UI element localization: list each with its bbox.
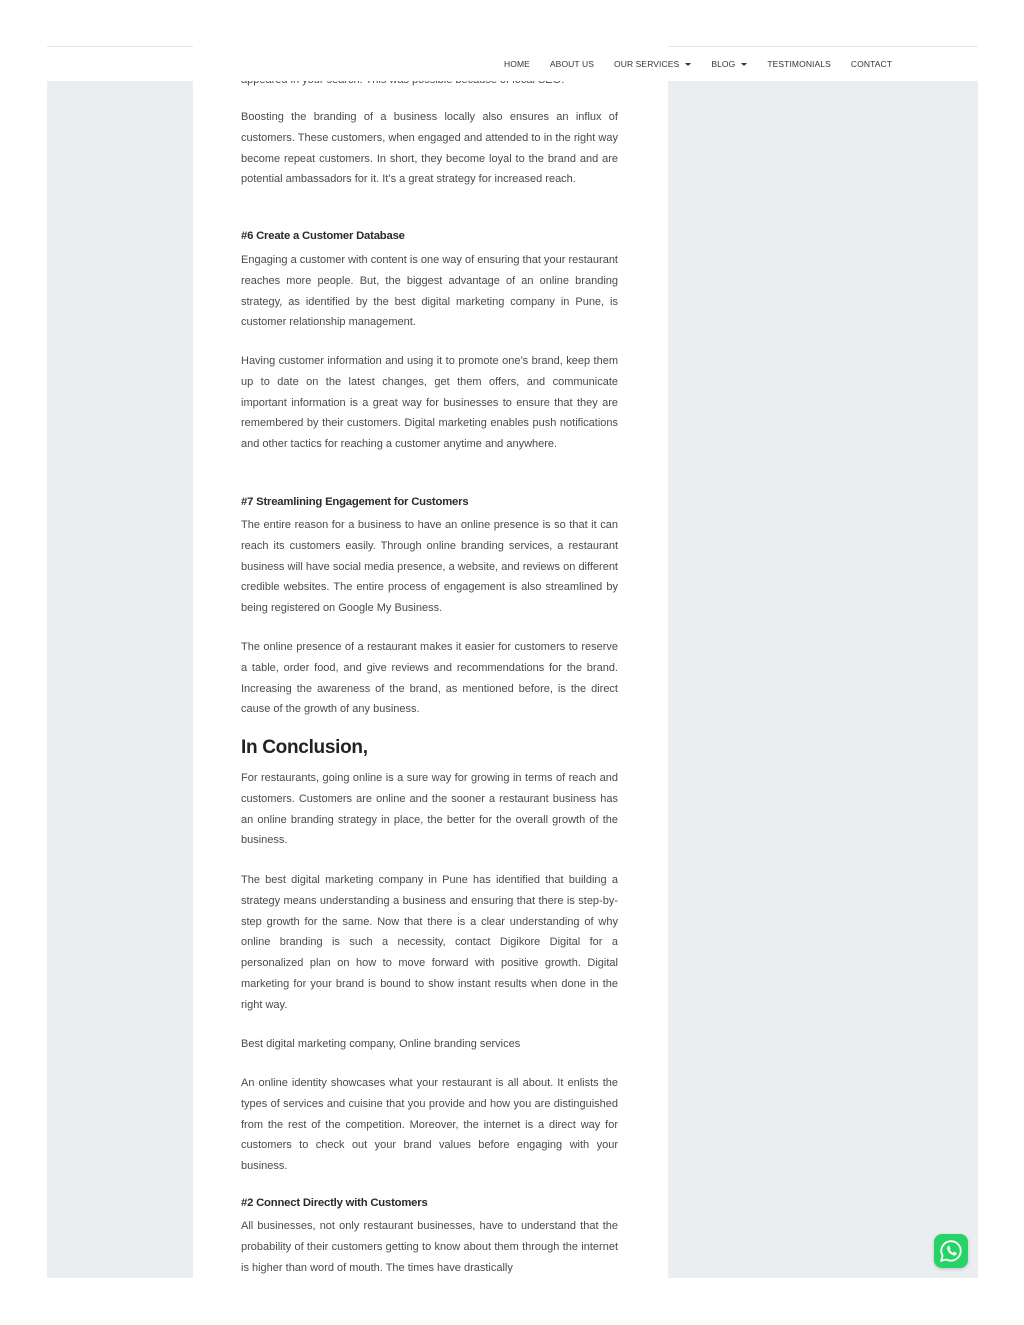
tag-links[interactable]: Best digital marketing company, Online branding services <box>241 1038 521 1050</box>
heading-connect-customers: #2 Connect Directly with Customers <box>241 1197 428 1209</box>
top-navbar <box>47 47 978 81</box>
paragraph-engagement-2: The online presence of a restaurant makes it easier for customers to reserve a table, order food, and give reviews and recommendations for the brand. Increasing the awareness of the brand, as mentioned before, is the direct cause of the growth of any business. <box>241 641 618 716</box>
whatsapp-button[interactable] <box>934 1234 968 1268</box>
nav-blog[interactable]: BLOG <box>711 59 747 69</box>
nav-testimonials[interactable]: TESTIMONIALS <box>767 59 831 69</box>
paragraph-engagement-1: The entire reason for a business to have an online presence is so that it can reach its customers easily. Through online branding services, a restaurant business will have social media presence, a website, and reviews on different credible websites. The entire process of engagement is also streamlined by being registered on Google My Business. <box>241 519 618 615</box>
heading-conclusion: In Conclusion, <box>241 737 368 758</box>
paragraph-database-2: Having customer information and using it to promote one’s brand, keep them up to date on the latest changes, get them offers, and communicate important information is a great way for businesses to ensure that they are remembered by their customers. Digital marketing enables push notifications and other tactics for reaching a customer anytime and anywhere. <box>241 355 618 451</box>
nav-our-services[interactable]: OUR SERVICES <box>614 59 691 69</box>
nav-home[interactable]: HOME <box>504 59 530 69</box>
whatsapp-icon <box>939 1239 963 1263</box>
content-column <box>193 46 668 1278</box>
paragraph-branding-local: Boosting the branding of a business locally also ensures an influx of customers. These customers, when engaged and attended to in the right way become repeat customers. In short, they become loyal to the brand and are potential ambassadors for it. It’s a great strategy for increased reach. <box>241 111 618 186</box>
paragraph-database-1: Engaging a customer with content is one way of ensuring that your restaurant reaches more people. But, the biggest advantage of an online branding strategy, as identified by the best digital marketing company in Pune, is customer relationship management. <box>241 254 618 329</box>
paragraph-conclusion-2: The best digital marketing company in Pune has identified that building a strategy means understanding a business and ensuring that there is step-by-step growth for the same. Now that there is a clear understanding of why online branding is such a necessity, contact Digikore Digital for a personalized plan on how to move forward with positive growth. Digital marketing for your brand is bound to show instant results when done in the right way. <box>241 874 618 1011</box>
chevron-down-icon <box>741 63 747 66</box>
nav-contact[interactable]: CONTACT <box>850 59 893 69</box>
main-navigation <box>504 56 892 72</box>
paragraph-connect-customers: All businesses, not only restaurant businesses, have to understand that the probability of their customers getting to know about them through the internet is higher than word of mouth. The times have drastically <box>241 1220 618 1274</box>
heading-customer-database: #6 Create a Customer Database <box>241 230 405 242</box>
chevron-down-icon <box>685 63 691 66</box>
nav-about-us[interactable]: ABOUT US <box>549 59 595 69</box>
paragraph-online-identity: An online identity showcases what your restaurant is all about. It enlists the types of services and cuisine that you provide and how you are distinguished from the rest of the competition. Moreover, the internet is a direct way for customers to check out your brand values before engaging with your business. <box>241 1077 618 1173</box>
heading-streamlining-engagement: #7 Streamlining Engagement for Customers <box>241 496 469 508</box>
paragraph-conclusion-1: For restaurants, going online is a sure way for growing in terms of reach and customers. Customers are online and the sooner a restaurant business has an online branding strategy in place, the better for the overall growth of the business. <box>241 772 618 847</box>
